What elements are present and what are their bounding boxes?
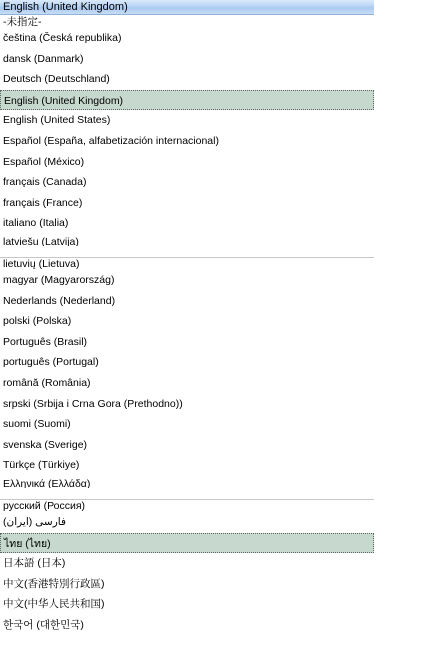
language-option[interactable]: italiano (Italia) bbox=[3, 217, 69, 230]
language-option[interactable]: ไทย (ไทย) bbox=[0, 533, 374, 554]
language-option[interactable]: română (România) bbox=[3, 376, 91, 389]
language-option[interactable]: English (United States) bbox=[3, 114, 111, 127]
language-option[interactable]: português (Portugal) bbox=[3, 356, 99, 369]
language-option[interactable]: svenska (Sverige) bbox=[3, 438, 88, 451]
language-option[interactable]: Português (Brasil) bbox=[3, 335, 88, 348]
language-option[interactable]: 中文(中华人民共和国) bbox=[3, 598, 105, 611]
language-option[interactable]: srpski (Srbija i Crna Gora (Prethodno)) bbox=[3, 397, 183, 410]
language-option[interactable]: Deutsch (Deutschland) bbox=[3, 73, 110, 86]
language-option[interactable]: русский (Россия) bbox=[3, 500, 86, 512]
language-option[interactable]: suomi (Suomi) bbox=[3, 418, 71, 431]
language-option[interactable]: lietuvių (Lietuva) bbox=[3, 258, 80, 270]
language-option[interactable]: magyar (Magyarország) bbox=[3, 274, 115, 286]
language-option[interactable]: English (United Kingdom) bbox=[0, 90, 374, 111]
language-option[interactable]: français (France) bbox=[3, 196, 83, 209]
language-option[interactable]: Español (España, alfabetización internacional) bbox=[3, 134, 219, 147]
language-option[interactable]: français (Canada) bbox=[3, 176, 87, 189]
language-option[interactable]: Ελληνικά (Ελλάδα) bbox=[3, 477, 91, 488]
language-option[interactable]: dansk (Danmark) bbox=[3, 52, 84, 65]
language-option[interactable]: 한국어 (대한민국) bbox=[3, 618, 84, 631]
language-combobox[interactable] bbox=[0, 0, 374, 15]
language-option[interactable]: -未指定- bbox=[3, 16, 42, 28]
language-option[interactable]: Español (México) bbox=[3, 155, 85, 168]
language-option[interactable]: 日本語 (日本) bbox=[3, 557, 66, 570]
language-list-panel-3 bbox=[0, 499, 374, 649]
language-list-panel-1 bbox=[0, 16, 374, 256]
language-option[interactable]: polski (Polska) bbox=[3, 315, 72, 328]
language-list-panel-2 bbox=[0, 257, 374, 498]
language-option[interactable]: čeština (Česká republika) bbox=[3, 32, 122, 44]
language-option[interactable]: (فارسی (ایران bbox=[3, 516, 67, 528]
language-option[interactable]: Nederlands (Nederland) bbox=[3, 294, 116, 307]
language-option[interactable]: Türkçe (Türkiye) bbox=[3, 459, 80, 472]
language-option[interactable]: latviešu (Latvija) bbox=[3, 235, 79, 246]
language-option[interactable]: 中文(香港特別行政區) bbox=[3, 577, 105, 590]
combobox-selected-value: English (United Kingdom) bbox=[3, 1, 128, 13]
